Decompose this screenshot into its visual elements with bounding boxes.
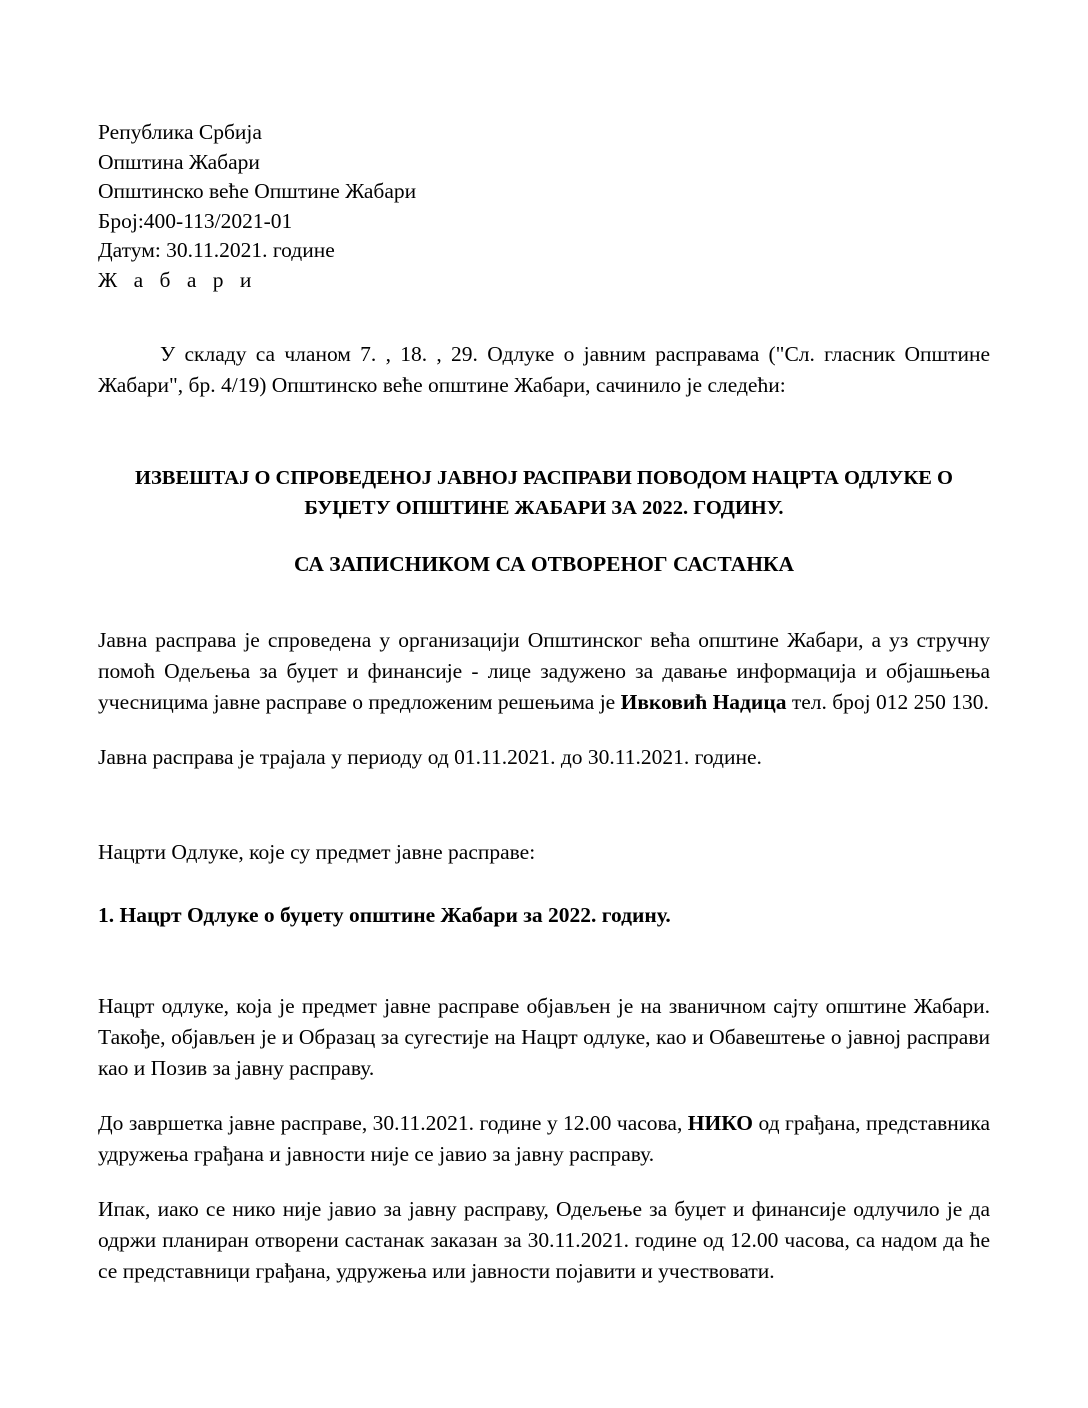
intro-paragraph: У складу са чланом 7. , 18. , 29. Одлуке о јавним расправама ("Сл. гласник Општине Жабари", бр. 4/19) Општинско веће општине Жабари, сачинило је следећи:	[98, 342, 990, 397]
spacer	[98, 401, 990, 463]
nobody-text-before: До завршетка јавне расправе, 30.11.2021. године у 12.00 часова,	[98, 1111, 688, 1135]
document-title-line-1: ИЗВЕШТАЈ О СПРОВЕДЕНОЈ ЈАВНОЈ РАСПРАВИ ПОВОДОМ НАЦРТА ОДЛУКЕ О	[135, 467, 953, 489]
spacer	[98, 1170, 990, 1194]
spacer	[98, 773, 990, 837]
drafts-heading: Нацрти Одлуке, које су предмет јавне расправе:	[98, 840, 536, 864]
organization-paragraph	[98, 625, 990, 718]
letterhead-line-date: Датум: 30.11.2021. године	[98, 238, 335, 262]
spacer	[98, 295, 990, 339]
document-body	[98, 118, 990, 1287]
document-title-line-2: БУЏЕТУ ОПШТИНЕ ЖАБАРИ ЗА 2022. ГОДИНУ.	[304, 497, 784, 519]
spacer	[98, 931, 990, 991]
letterhead-line-number: Број:400-113/2021-01	[98, 208, 293, 233]
document-subtitle: СА ЗАПИСНИКОМ СА ОТВОРЕНОГ САСТАНКА	[293, 552, 795, 576]
spacer	[98, 718, 990, 742]
document-title	[98, 463, 990, 523]
nobody-applied-paragraph	[98, 1108, 990, 1170]
organization-text-after: тел. број 012 250 130.	[786, 690, 989, 714]
draft-item-1: 1. Нацрт Одлуке о буџету општине Жабари за 2022. годину.	[98, 903, 671, 927]
spacer	[98, 523, 990, 549]
nobody-text-after: од грађана, представника удружења грађана и јавности није се јавио за јавну расправу.	[98, 1111, 990, 1166]
organization-text-before: Јавна расправа је спроведена у организацији Општинског већа општине Жабари, а уз стручну помоћ Одељења за буџет и финансије - лице задужено за давање информација и објашњења учесницима јавне расправе о предложеним решењима је	[98, 628, 990, 714]
spacer	[98, 579, 990, 625]
publication-paragraph: Нацрт одлуке, која је предмет јавне расправе објављен је на званичном сајту општине Жабари. Такође, објављен је и Образац за сугестије на Нацрт одлуке, као и Обавештење о јавној расправи као и Позив за јавну расправу.	[98, 994, 990, 1080]
meeting-paragraph: Ипак, иако се нико није јавио за јавну расправу, Одељење за буџет и финансије одлучило је да одржи планиран отворени састанак заказан за 30.11.2021. године од 12.00 часова, са надом да ће се представници грађана, удружења или јавности појавити и учествовати.	[98, 1197, 990, 1283]
letterhead	[98, 118, 990, 295]
letterhead-line-country: Република Србија	[98, 120, 262, 144]
letterhead-line-municipality: Општина Жабари	[98, 149, 260, 174]
letterhead-line-council: Општинско веће Општине Жабари	[98, 179, 417, 203]
contact-person-name: Ивковић Надица	[620, 690, 787, 714]
letterhead-line-place: Ж а б а р и	[98, 267, 257, 292]
spacer	[98, 1084, 990, 1108]
nobody-emphasis: НИКО	[687, 1111, 754, 1135]
duration-paragraph: Јавна расправа је трајала у периоду од 01.11.2021. до 30.11.2021. године.	[98, 745, 762, 769]
spacer	[98, 868, 990, 900]
